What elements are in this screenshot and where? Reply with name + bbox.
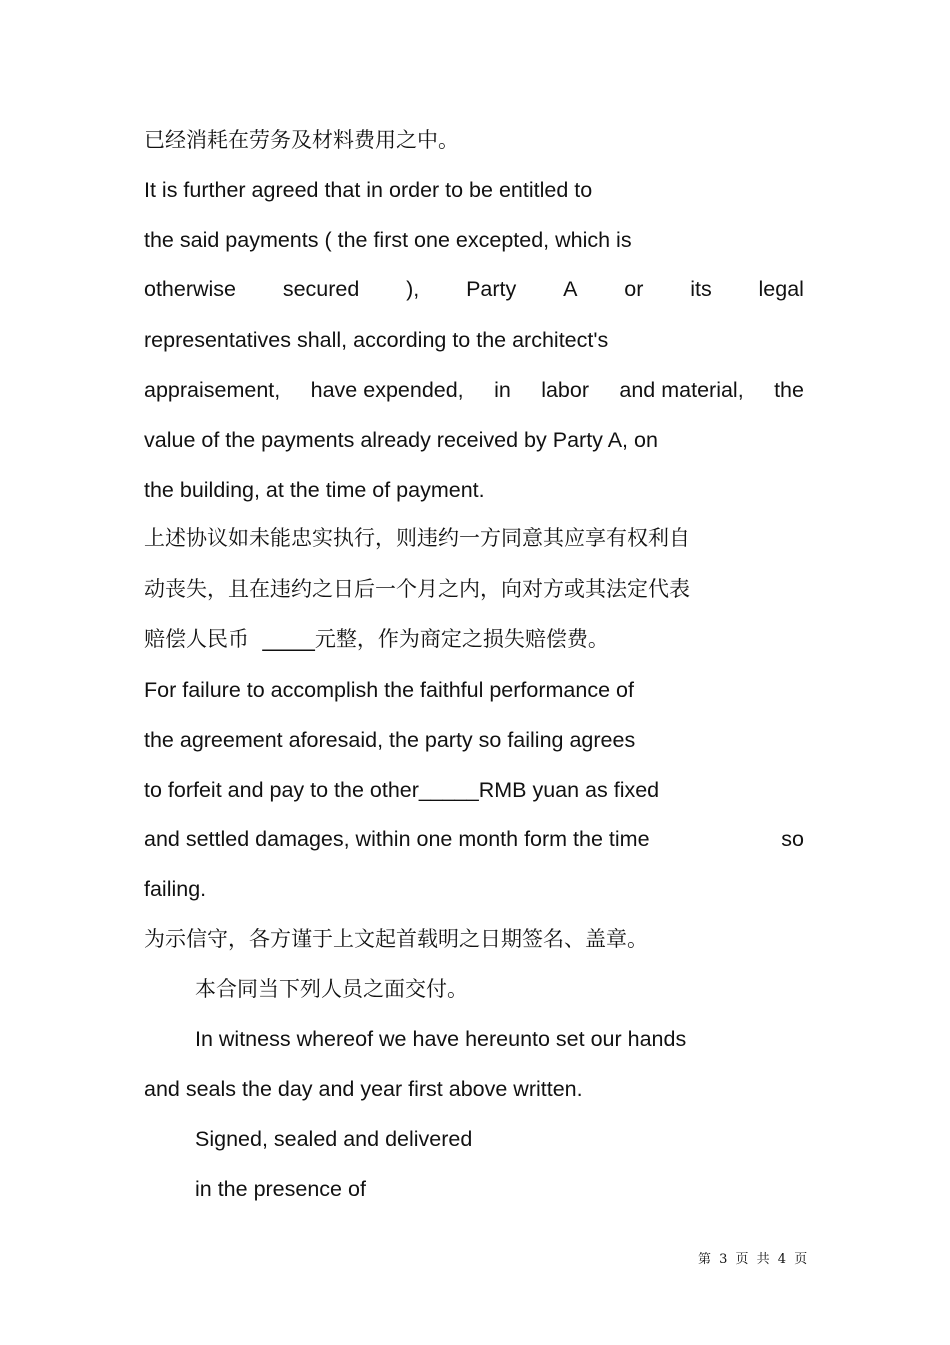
text-line: 已经消耗在劳务及材料费用之中。 — [144, 128, 459, 152]
text-line: failing. — [144, 877, 207, 901]
word: Party — [466, 277, 517, 301]
word: ), — [406, 277, 420, 301]
text-line: 动丧失，且在违约之日后一个月之内，向对方或其法定代表 — [144, 577, 690, 601]
text-line: in the presence of — [195, 1177, 366, 1201]
word: the — [774, 378, 804, 402]
text-line: the agreement aforesaid, the party so failing agrees — [144, 728, 636, 752]
word: legal — [758, 277, 804, 301]
word: its — [690, 277, 712, 301]
text-line-justified — [144, 275, 804, 303]
text-line: 赔偿人民币 _____元整，作为商定之损失赔偿费。 — [144, 627, 609, 651]
text-line: the said payments ( the first one excepted, which is — [144, 228, 632, 252]
word: and material, — [619, 378, 744, 402]
page-number-footer: 第 3 页 共 4 页 — [698, 1252, 810, 1267]
word: A — [563, 277, 578, 301]
text-line-justified — [144, 825, 804, 853]
word: labor — [541, 378, 589, 402]
word: otherwise — [144, 277, 237, 301]
word: appraisement, — [144, 378, 281, 402]
text-line: 上述协议如未能忠实执行，则违约一方同意其应享有权利自 — [144, 526, 690, 550]
word: or — [624, 277, 644, 301]
text-line: Signed, sealed and delivered — [195, 1127, 473, 1151]
text-line: to forfeit and pay to the other_____RMB yuan as fixed — [144, 778, 660, 802]
text-line: It is further agreed that in order to be entitled to — [144, 178, 593, 202]
text-line-justified — [144, 376, 804, 404]
text-line: For failure to accomplish the faithful performance of — [144, 678, 634, 702]
word: have expended, — [310, 378, 464, 402]
text-line: 为示信守，各方谨于上文起首载明之日期签名、盖章。 — [144, 927, 648, 951]
text-segment: so — [781, 827, 804, 851]
text-segment: and settled damages, within one month form the time — [144, 827, 650, 851]
text-line: the building, at the time of payment. — [144, 478, 485, 502]
word: in — [494, 378, 511, 402]
text-line: 本合同当下列人员之面交付。 — [195, 977, 468, 1001]
text-line: and seals the day and year first above written. — [144, 1077, 583, 1101]
word: secured — [282, 277, 360, 301]
text-line: representatives shall, according to the architect's — [144, 328, 609, 352]
text-line: value of the payments already received by Party A, on — [144, 428, 658, 452]
text-line: In witness whereof we have hereunto set our hands — [195, 1027, 687, 1051]
